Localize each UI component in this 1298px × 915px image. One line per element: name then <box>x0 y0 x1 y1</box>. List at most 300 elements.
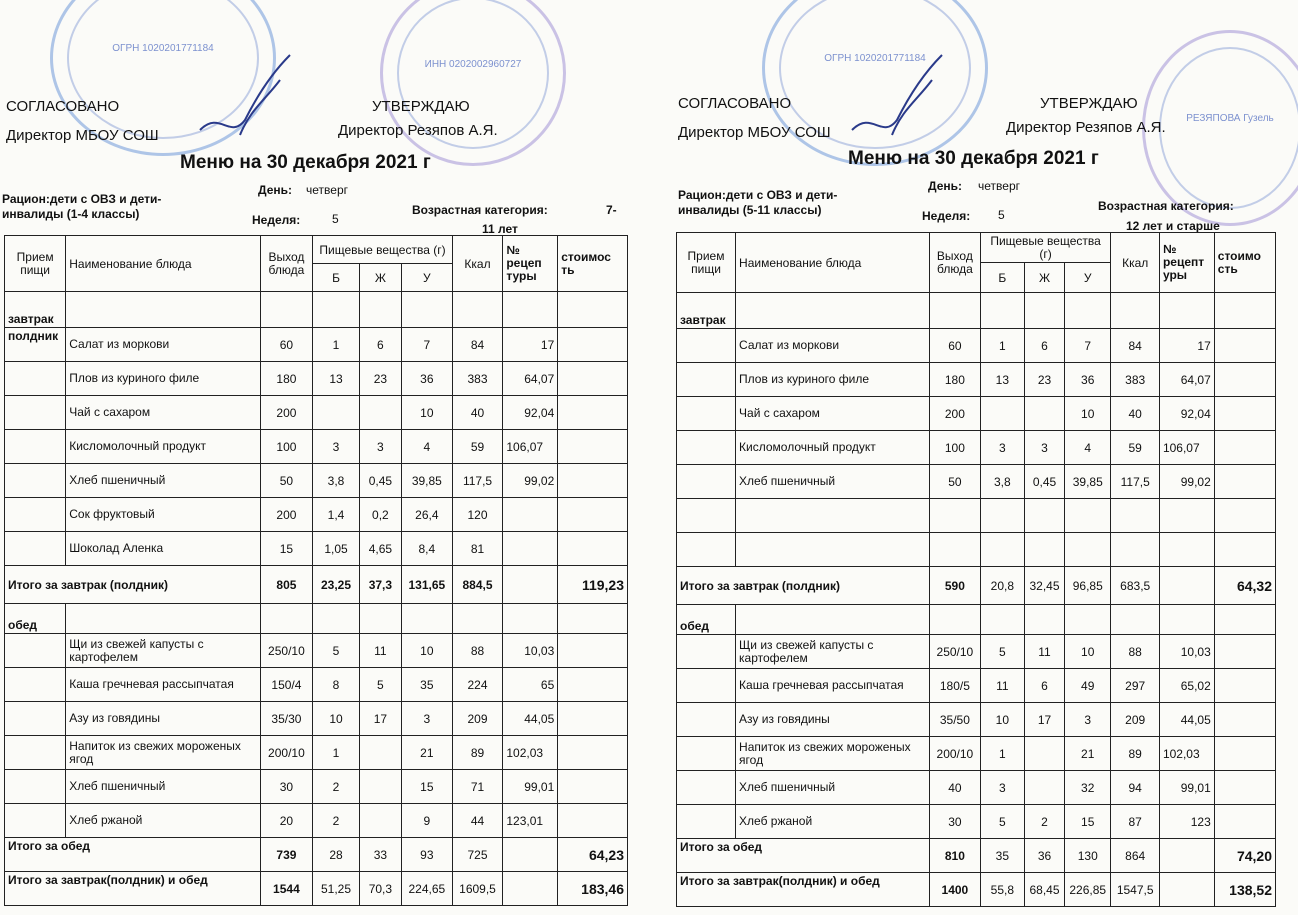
kcal: 81 <box>452 532 503 566</box>
lunch-total-u: 93 <box>401 838 452 872</box>
protein: 3 <box>980 771 1024 805</box>
fat <box>359 396 401 430</box>
breakfast-rows <box>5 328 628 566</box>
protein: 3,8 <box>313 464 359 498</box>
kcal: 88 <box>1111 635 1160 669</box>
empty-cell <box>980 533 1024 567</box>
grand-total-cost: 138,52 <box>1214 873 1275 907</box>
dish-name: Плов из куриного филе <box>736 363 930 397</box>
kcal: 383 <box>452 362 503 396</box>
carbs: 4 <box>1065 431 1111 465</box>
table-row <box>677 465 1276 499</box>
table-row <box>677 397 1276 431</box>
dish-name: Сок фруктовый <box>66 498 260 532</box>
meal-cell <box>677 431 736 465</box>
carbs: 10 <box>1065 635 1111 669</box>
total-zh: 37,3 <box>359 566 401 604</box>
cost <box>558 736 628 770</box>
cost <box>1214 465 1275 499</box>
fat: 4,65 <box>359 532 401 566</box>
protein: 1 <box>313 736 359 770</box>
fat: 23 <box>1024 363 1064 397</box>
protein: 1,05 <box>313 532 359 566</box>
fat: 0,2 <box>359 498 401 532</box>
cost <box>558 498 628 532</box>
dish-name: Хлеб ржаной <box>736 805 930 839</box>
kcal: 117,5 <box>452 464 503 498</box>
carbs: 39,85 <box>1065 465 1111 499</box>
table-row <box>5 736 628 770</box>
table-row <box>5 430 628 464</box>
total-kcal: 884,5 <box>452 566 503 604</box>
protein: 5 <box>313 634 359 668</box>
empty-row <box>677 499 1276 533</box>
dish-name: Плов из куриного филе <box>66 362 260 396</box>
header-nutrients: Пищевые вещества (г) <box>980 233 1111 263</box>
carbs: 10 <box>401 396 452 430</box>
header-meal: Прием пищи <box>5 236 66 292</box>
protein: 5 <box>980 635 1024 669</box>
output: 30 <box>930 805 981 839</box>
recipe: 102,03 <box>1159 737 1214 771</box>
output: 100 <box>930 431 981 465</box>
total-output: 805 <box>260 566 313 604</box>
fat <box>1024 397 1064 431</box>
output: 200 <box>930 397 981 431</box>
section-lunch: обед <box>677 605 736 635</box>
table-row <box>5 770 628 804</box>
kcal: 383 <box>1111 363 1160 397</box>
recipe: 65 <box>503 668 558 702</box>
cost <box>558 532 628 566</box>
empty-cell <box>930 499 981 533</box>
grand-total-b: 55,8 <box>980 873 1024 907</box>
table-row <box>5 804 628 838</box>
dish-name: Салат из моркови <box>66 328 260 362</box>
section-snack: полдник <box>5 328 66 362</box>
cost <box>558 770 628 804</box>
total-b: 20,8 <box>980 567 1024 605</box>
week-label: Неделя: <box>922 209 971 223</box>
carbs: 9 <box>401 804 452 838</box>
school-stamp: ОГРН 1020201771184 <box>762 0 988 166</box>
menu-page-right <box>672 0 1292 915</box>
carbs: 3 <box>1065 703 1111 737</box>
output: 100 <box>260 430 313 464</box>
carbs: 10 <box>1065 397 1111 431</box>
empty-row <box>677 533 1276 567</box>
dish-name: Хлеб ржаной <box>66 804 260 838</box>
recipe: 17 <box>503 328 558 362</box>
output: 180/5 <box>930 669 981 703</box>
empty-cell <box>736 499 930 533</box>
table-row <box>677 431 1276 465</box>
cost <box>1214 805 1275 839</box>
header-zh: Ж <box>359 264 401 292</box>
recipe: 64,07 <box>1159 363 1214 397</box>
cost <box>1214 635 1275 669</box>
total-cost: 119,23 <box>558 566 628 604</box>
output: 180 <box>930 363 981 397</box>
signature <box>190 50 300 150</box>
fat: 3 <box>359 430 401 464</box>
official-stamp: РЕЗЯПОВА Гузель <box>1142 30 1298 226</box>
cost <box>1214 397 1275 431</box>
carbs: 7 <box>1065 329 1111 363</box>
header-kcal: Ккал <box>452 236 503 292</box>
approve-label: УТВЕРЖДАЮ <box>1040 95 1138 112</box>
protein: 8 <box>313 668 359 702</box>
fat: 17 <box>359 702 401 736</box>
table-row <box>677 635 1276 669</box>
output: 250/10 <box>260 634 313 668</box>
recipe: 123,01 <box>503 804 558 838</box>
header-output: Выход блюда <box>260 236 313 292</box>
dish-name: Каша гречневая рассыпчатая <box>66 668 260 702</box>
meal-cell <box>677 397 736 431</box>
cost <box>558 668 628 702</box>
carbs: 49 <box>1065 669 1111 703</box>
dish-name: Хлеб пшеничный <box>66 464 260 498</box>
empty-cell <box>736 533 930 567</box>
lunch-total-output: 810 <box>930 839 981 873</box>
output: 180 <box>260 362 313 396</box>
carbs: 15 <box>401 770 452 804</box>
signature <box>842 50 952 150</box>
protein: 1 <box>980 737 1024 771</box>
kcal: 40 <box>1111 397 1160 431</box>
carbs: 21 <box>401 736 452 770</box>
total-recipe <box>1159 567 1214 605</box>
fat: 6 <box>359 328 401 362</box>
recipe: 65,02 <box>1159 669 1214 703</box>
header-output: Выход блюда <box>930 233 981 293</box>
empty-cell <box>1214 533 1275 567</box>
grand-total-output: 1400 <box>930 873 981 907</box>
total-kcal: 683,5 <box>1111 567 1160 605</box>
total-u: 131,65 <box>401 566 452 604</box>
recipe <box>503 532 558 566</box>
week-label: Неделя: <box>252 213 301 227</box>
lunch-total-u: 130 <box>1065 839 1111 873</box>
meal-cell <box>5 362 66 396</box>
carbs: 4 <box>401 430 452 464</box>
output: 200/10 <box>260 736 313 770</box>
dish-name: Кисломолочный продукт <box>66 430 260 464</box>
breakfast-total-label: Итого за завтрак (полдник) <box>5 566 261 604</box>
empty-cell <box>1111 499 1160 533</box>
carbs: 36 <box>1065 363 1111 397</box>
fat: 2 <box>1024 805 1064 839</box>
kcal: 40 <box>452 396 503 430</box>
lunch-total-kcal: 725 <box>452 838 503 872</box>
kcal: 88 <box>452 634 503 668</box>
ration-line-2: инвалиды (5-11 классы) <box>678 203 822 217</box>
lunch-total-b: 35 <box>980 839 1024 873</box>
header-recipe: № рецеп туры <box>503 236 558 292</box>
lunch-total-zh: 36 <box>1024 839 1064 873</box>
recipe <box>503 498 558 532</box>
fat: 5 <box>359 668 401 702</box>
protein: 10 <box>313 702 359 736</box>
kcal: 224 <box>452 668 503 702</box>
cost <box>1214 431 1275 465</box>
table-row <box>5 396 628 430</box>
output: 40 <box>930 771 981 805</box>
school-stamp: ОГРН 1020201771184 <box>50 0 276 156</box>
kcal: 59 <box>452 430 503 464</box>
kcal: 84 <box>1111 329 1160 363</box>
recipe: 10,03 <box>1159 635 1214 669</box>
menu-table <box>676 232 1276 907</box>
header-dish: Наименование блюда <box>66 236 260 292</box>
table-row <box>5 702 628 736</box>
output: 35/30 <box>260 702 313 736</box>
output: 200 <box>260 396 313 430</box>
lunch-total-b: 28 <box>313 838 359 872</box>
kcal: 117,5 <box>1111 465 1160 499</box>
lunch-total-cost: 74,20 <box>1214 839 1275 873</box>
table-row <box>677 771 1276 805</box>
agreed-label: СОГЛАСОВАНО <box>6 98 120 115</box>
protein: 13 <box>980 363 1024 397</box>
breakfast-rows <box>677 329 1276 567</box>
kcal: 89 <box>1111 737 1160 771</box>
meal-cell <box>5 736 66 770</box>
empty-cell <box>677 499 736 533</box>
week-value: 5 <box>332 212 339 226</box>
cost <box>558 634 628 668</box>
dish-name: Азу из говядины <box>66 702 260 736</box>
cost <box>558 804 628 838</box>
header-b: Б <box>980 263 1024 293</box>
ration-line-1: Рацион:дети с ОВЗ и дети- <box>678 188 838 202</box>
header-b: Б <box>313 264 359 292</box>
section-breakfast: завтрак <box>5 292 66 328</box>
carbs: 7 <box>401 328 452 362</box>
lunch-total-cost: 64,23 <box>558 838 628 872</box>
grand-total-label: Итого за завтрак(полдник) и обед <box>5 872 261 906</box>
dish-name: Азу из говядины <box>736 703 930 737</box>
meal-cell <box>677 703 736 737</box>
menu-table <box>4 235 628 906</box>
school-director: Директор МБОУ СОШ <box>678 124 831 141</box>
cost <box>558 328 628 362</box>
recipe: 92,04 <box>1159 397 1214 431</box>
kcal: 209 <box>1111 703 1160 737</box>
grand-total-output: 1544 <box>260 872 313 906</box>
table-row <box>677 805 1276 839</box>
meal-cell <box>677 805 736 839</box>
output: 35/50 <box>930 703 981 737</box>
meal-cell <box>5 532 66 566</box>
ration-line-1: Рацион:дети с ОВЗ и дети- <box>2 192 162 206</box>
empty-cell <box>677 533 736 567</box>
cost <box>558 702 628 736</box>
grand-total-u: 226,85 <box>1065 873 1111 907</box>
dish-name: Шоколад Аленка <box>66 532 260 566</box>
protein: 11 <box>980 669 1024 703</box>
recipe: 106,07 <box>503 430 558 464</box>
dish-name: Щи из свежей капусты с картофелем <box>66 634 260 668</box>
meal-cell <box>5 396 66 430</box>
output: 60 <box>260 328 313 362</box>
empty-cell <box>1024 533 1064 567</box>
carbs: 21 <box>1065 737 1111 771</box>
fat: 11 <box>359 634 401 668</box>
lunch-total-label: Итого за обед <box>677 839 930 873</box>
kcal: 297 <box>1111 669 1160 703</box>
official-stamp: ИНН 0202002960727 <box>380 0 566 166</box>
recipe: 99,01 <box>503 770 558 804</box>
fat <box>359 736 401 770</box>
total-u: 96,85 <box>1065 567 1111 605</box>
carbs: 36 <box>401 362 452 396</box>
total-output: 590 <box>930 567 981 605</box>
ration-line-2: инвалиды (1-4 классы) <box>2 207 140 221</box>
recipe: 99,01 <box>1159 771 1214 805</box>
day-value: четверг <box>978 179 1020 193</box>
output: 250/10 <box>930 635 981 669</box>
carbs: 8,4 <box>401 532 452 566</box>
age-label: Возрастная категория: <box>1098 199 1234 213</box>
grand-total-recipe <box>503 872 558 906</box>
fat: 3 <box>1024 431 1064 465</box>
total-b: 23,25 <box>313 566 359 604</box>
header-kcal: Ккал <box>1111 233 1160 293</box>
carbs: 3 <box>401 702 452 736</box>
carbs: 10 <box>401 634 452 668</box>
grand-total-kcal: 1609,5 <box>452 872 503 906</box>
fat: 17 <box>1024 703 1064 737</box>
dish-name: Хлеб пшеничный <box>66 770 260 804</box>
table-row <box>677 363 1276 397</box>
grand-total-kcal: 1547,5 <box>1111 873 1160 907</box>
empty-cell <box>1065 499 1111 533</box>
output: 50 <box>260 464 313 498</box>
header-cost: стоимос ть <box>558 236 628 292</box>
lunch-total-output: 739 <box>260 838 313 872</box>
header-recipe: № рецепт уры <box>1159 233 1214 293</box>
breakfast-total-label: Итого за завтрак (полдник) <box>677 567 930 605</box>
day-value: четверг <box>306 183 348 197</box>
table-row <box>5 464 628 498</box>
protein: 1 <box>313 328 359 362</box>
carbs: 39,85 <box>401 464 452 498</box>
grand-total-recipe <box>1159 873 1214 907</box>
meal-cell <box>5 702 66 736</box>
table-row <box>677 669 1276 703</box>
empty-cell <box>1214 499 1275 533</box>
grand-total-cost: 183,46 <box>558 872 628 906</box>
output: 20 <box>260 804 313 838</box>
protein: 2 <box>313 770 359 804</box>
output: 60 <box>930 329 981 363</box>
age-value-2: 12 лет и старше <box>1126 219 1220 233</box>
protein: 1 <box>980 329 1024 363</box>
lunch-rows <box>5 634 628 838</box>
total-recipe <box>503 566 558 604</box>
week-value: 5 <box>998 208 1005 222</box>
empty-cell <box>980 499 1024 533</box>
dish-name: Напиток из свежих мороженых ягод <box>736 737 930 771</box>
output: 200 <box>260 498 313 532</box>
header-meal: Прием пищи <box>677 233 736 293</box>
empty-cell <box>1159 533 1214 567</box>
empty-cell <box>930 533 981 567</box>
protein: 13 <box>313 362 359 396</box>
lunch-rows <box>677 635 1276 839</box>
fat <box>359 804 401 838</box>
cost <box>1214 737 1275 771</box>
lunch-total-label: Итого за обед <box>5 838 261 872</box>
protein: 1,4 <box>313 498 359 532</box>
protein <box>313 396 359 430</box>
grand-total-zh: 70,3 <box>359 872 401 906</box>
meal-cell <box>5 804 66 838</box>
recipe: 106,07 <box>1159 431 1214 465</box>
fat: 23 <box>359 362 401 396</box>
header-u: У <box>401 264 452 292</box>
kcal: 209 <box>452 702 503 736</box>
grand-total-zh: 68,45 <box>1024 873 1064 907</box>
recipe: 99,02 <box>1159 465 1214 499</box>
table-row <box>5 532 628 566</box>
kcal: 59 <box>1111 431 1160 465</box>
meal-cell <box>5 430 66 464</box>
kcal: 71 <box>452 770 503 804</box>
table-row <box>5 362 628 396</box>
header-zh: Ж <box>1024 263 1064 293</box>
output: 15 <box>260 532 313 566</box>
lunch-total-kcal: 864 <box>1111 839 1160 873</box>
header-nutrients: Пищевые вещества (г) <box>313 236 452 264</box>
cost <box>558 362 628 396</box>
recipe: 10,03 <box>503 634 558 668</box>
empty-cell <box>1065 533 1111 567</box>
grand-total-u: 224,65 <box>401 872 452 906</box>
dish-name: Чай с сахаром <box>66 396 260 430</box>
total-cost: 64,32 <box>1214 567 1275 605</box>
empty-cell <box>1159 499 1214 533</box>
meal-cell <box>677 363 736 397</box>
meal-cell <box>5 634 66 668</box>
carbs: 32 <box>1065 771 1111 805</box>
table-row <box>5 668 628 702</box>
kcal: 94 <box>1111 771 1160 805</box>
dish-name: Салат из моркови <box>736 329 930 363</box>
recipe: 17 <box>1159 329 1214 363</box>
cost <box>1214 771 1275 805</box>
table-row <box>677 329 1276 363</box>
section-lunch: обед <box>5 604 66 634</box>
meal-cell <box>677 329 736 363</box>
grand-total-label: Итого за завтрак(полдник) и обед <box>677 873 930 907</box>
dish-name: Хлеб пшеничный <box>736 465 930 499</box>
recipe: 92,04 <box>503 396 558 430</box>
table-row <box>5 634 628 668</box>
dish-name: Кисломолочный продукт <box>736 431 930 465</box>
section-breakfast: завтрак <box>677 293 736 329</box>
protein: 3 <box>313 430 359 464</box>
meal-cell <box>677 635 736 669</box>
table-row <box>677 737 1276 771</box>
header-cost: стоимо сть <box>1214 233 1275 293</box>
kcal: 89 <box>452 736 503 770</box>
lunch-total-recipe <box>503 838 558 872</box>
menu-page-left <box>0 0 640 915</box>
protein <box>980 397 1024 431</box>
